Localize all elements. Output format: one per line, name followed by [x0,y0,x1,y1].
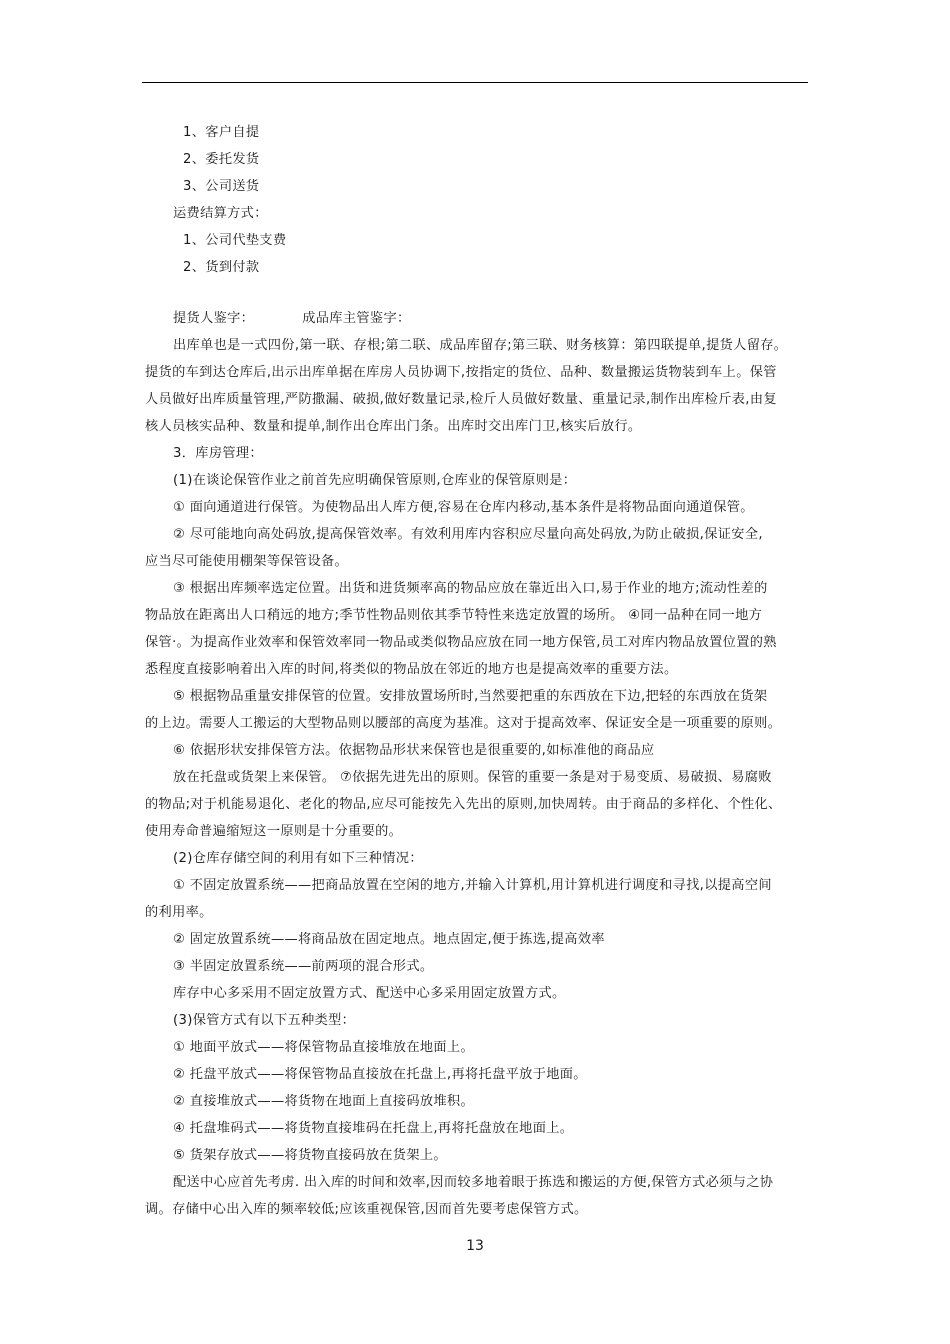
body-line: ⑤ 根据物品重量安排保管的位置。安排放置场所时,当然要把重的东西放在下边,把轻的东西放在货架 [173,689,768,704]
body-line: (1)在谈论保管作业之前首先应明确保管原则,仓库业的保管原则是： [173,473,577,488]
body-line: (3)保管方式有以下五种类型： [173,1013,356,1028]
body-line: ② 托盘平放式——将保管物品直接放在托盘上,再将托盘平放于地面。 [173,1067,587,1082]
body-line: ① 面向通道进行保管。为使物品出人库方便,容易在仓库内移动,基本条件是将物品面向通道保管。 [173,500,754,515]
body-line: 的利用率。 [145,905,213,920]
header-rule [142,82,808,83]
body-line: ② 固定放置系统——将商品放在固定地点。地点固定,便于拣选,提高效率 [173,932,605,947]
freight-option-1: 1、公司代垫支费 [183,233,287,248]
body-line: 的物品;对于机能易退化、老化的物品,应尽可能按先入先出的原则,加快周转。由于商品的多样化、个性化、 [145,797,782,812]
body-line: 悉程度直接影响着出入库的时间,将类似的物品放在邻近的地方也是提高效率的重要方法。 [145,662,678,677]
freight-option-2: 2、货到付款 [183,260,260,275]
body-line: ④ 托盘堆码式——将货物直接堆码在托盘上,再将托盘放在地面上。 [173,1121,574,1136]
body-line: ③ 半固定放置系统——前两项的混合形式。 [173,959,434,974]
body-line: 应当尽可能使用棚架等保管设备。 [145,554,349,569]
delivery-option-3: 3、公司送货 [183,179,260,194]
body-line: 3．库房管理： [173,446,263,461]
body-line: ① 地面平放式——将保管物品直接堆放在地面上。 [173,1040,474,1055]
body-line: ② 直接堆放式——将货物在地面上直接码放堆积。 [173,1094,474,1109]
body-line: 人员做好出库质量管理,严防撒漏、破损,做好数量记录,检斤人员做好数量、重量记录,制作出库检斤表,由复 [145,392,777,407]
supervisor-signature-label: 成品库主管鉴字： [302,311,411,326]
body-line: ⑥ 依据形状安排保管方法。依据物品形状来保管也是很重要的,如标准他的商品应 [173,743,655,758]
delivery-option-1: 1、客户自提 [183,125,260,140]
signature-line [145,305,809,332]
picker-signature-label: 提货人鉴字： [173,311,255,326]
delivery-option-2: 2、委托发货 [183,152,260,167]
body-line: 库存中心多采用不固定放置方式、配送中心多采用固定放置方式。 [173,986,566,1001]
body-text [145,332,809,1223]
body-line: 物品放在距离出人口稍远的地方;季节性物品则依其季节特性来选定放置的场所。 ④同一品种在同一地方 [145,608,763,623]
page-content [145,119,809,1223]
body-line: 出库单也是一式四份,第一联、存根;第二联、成品库留存;第三联、财务核算：第四联提单,提货人留存。 [173,338,788,353]
body-line: 提货的车到达仓库后,出示出库单据在库房人员协调下,按指定的货位、品种、数量搬运货物装到车上。保管 [145,365,777,380]
spacer [145,281,809,305]
body-line: 放在托盘或货架上来保管。 ⑦依据先进先出的原则。保管的重要一条是对于易变质、易破损、易腐败 [173,770,772,785]
body-line: ③ 根据出库频率选定位置。出货和进货频率高的物品应放在靠近出入口,易于作业的地方;流动性差的 [173,581,768,596]
body-line: 配送中心应首先考虏. 出入库的时间和效率,因而较多地着眼于拣选和搬运的方便,保管方式必须与之协 [173,1175,774,1190]
freight-heading: 运费结算方式： [173,206,268,221]
body-line: 调。存储中心出入库的频率较低;应该重视保管,因而首先要考虑保管方式。 [145,1202,588,1217]
body-line: ② 尽可能地向高处码放,提高保管效率。有效利用库内容积应尽量向高处码放,为防止破损,保证安全, [173,527,763,542]
body-line: 核人员核实品种、数量和提单,制作出仓库出门条。出库时交出库门卫,核实后放行。 [145,419,642,434]
body-line: (2)仓库存储空间的利用有如下三种情况： [173,851,423,866]
body-line: ⑤ 货架存放式——将货物直接码放在货架上。 [173,1148,447,1163]
body-line: 的上边。需要人工搬运的大型物品则以腰部的高度为基准。这对于提高效率、保证安全是一项重要的原则。 [145,716,782,731]
body-line: ① 不固定放置系统——把商品放置在空闲的地方,并输入计算机,用计算机进行调度和寻找,以提高空间 [173,878,772,893]
body-line: 保管·。为提高作业效率和保管效率同一物品或类似物品应放在同一地方保管,员工对库内物品放置位置的熟 [145,635,777,650]
page-number: 13 [466,1238,484,1254]
body-line: 使用寿命普遍缩短这一原则是十分重要的。 [145,824,403,839]
